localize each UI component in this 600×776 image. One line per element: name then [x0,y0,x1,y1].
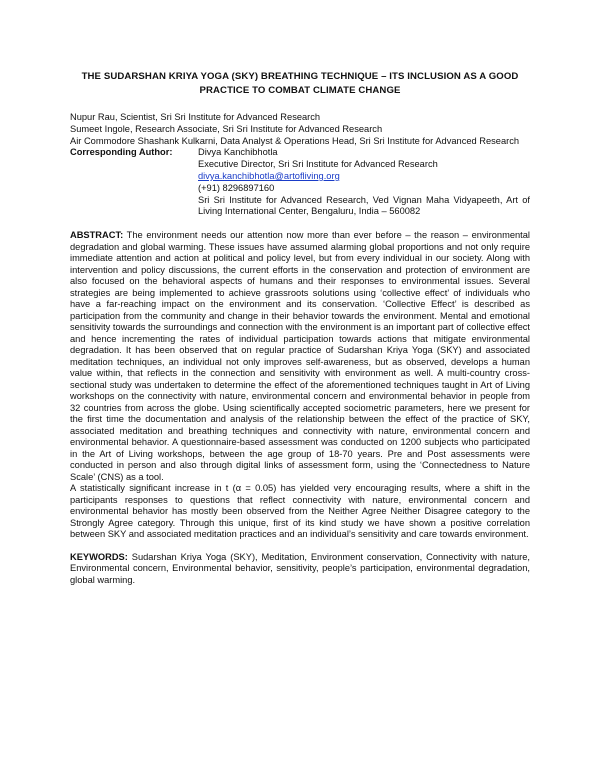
keywords-text: Sudarshan Kriya Yoga (SKY), Meditation, Environment conservation, Connectivity with nature, Environmental concern, Environmental behavior, sensitivity, people’s participation, environmental degradation, global warming. [70,551,530,585]
abstract-paragraph-2: A statistically significant increase in t (α = 0.05) has yielded very encouraging results, where a shift in the participants responses to questions that reflect connectivity with nature, environmental concern and environmental behavior has mostly been observed from the Neither Agree Neither Disagree category to the Strongly Agree category. Through this unique, first of its kind study we have shown a positive correlation between SKY and associated meditation practices and an individual’s sensitivity and care towards environment. [70,483,530,540]
corresponding-author-role: Executive Director, Sri Sri Institute for Advanced Research [198,159,438,170]
paper-page [70,70,530,586]
keywords-section [70,552,530,587]
corresponding-author-phone: (+91) 8296897160 [198,182,275,193]
keywords-label: KEYWORDS: [70,551,128,562]
author-line: Nupur Rau, Scientist, Sri Sri Institute for Advanced Research [70,112,321,122]
paper-title: THE SUDARSHAN KRIYA YOGA (SKY) BREATHING TECHNIQUE – ITS INCLUSION AS A GOOD PRACTICE TO COMBAT CLIMATE CHANGE [81,71,519,96]
author-line: Air Commodore Shashank Kulkarni, Data Analyst & Operations Head, Sri Sri Institute for Advanced Research [70,135,520,146]
corresponding-author-name: Divya Kanchibhotla [198,147,278,158]
corresponding-author-label: Corresponding Author: [70,147,173,158]
abstract-section [70,230,530,541]
corresponding-author-address: Sri Sri Institute for Advanced Research, Ved Vignan Maha Vidyapeeth, Art of Living International Center, Bengaluru, India – 560082 [198,194,530,217]
corresponding-author-details [198,147,530,218]
abstract-paragraph-1 [70,230,530,483]
abstract-label: ABSTRACT: [70,230,124,241]
author-line: Sumeet Ingole, Research Associate, Sri Sri Institute for Advanced Research [70,123,383,134]
corresponding-author-block [70,147,530,218]
corresponding-author-email-link[interactable]: divya.kanchibhotla@artofliving.org [198,170,340,181]
abstract-text-1: The environment needs our attention now more than ever before – the reason – environmental degradation and global warming. These issues have assumed alarming global proportions and not only require immediate attention and action at political and policy level, but from every individual in our society. Along with intervention and policy discussions, the current efforts in the conservation and protection of environment are also focused on the behavioral aspects of humans and their responses to environmental issues. Several strategies are being implemented to achieve grassroots solutions using ‘collective effect’ of individuals who have a far-reaching impact on the environment and its conservation. ‘Collective Effect’ is described as participation from the community and change in their behavior towards the environment. Mental and emotional sensitivity towards the surroundings and connection with the environment is an important part of collective effect and hence incrementing the rates of individual participation towards actions that mitigate environmental degradation. It has been observed that on regular practice of Sudarshan Kriya Yoga (SKY) and associated meditation techniques, an individual not only improves self-awareness, but as observed, develops a human value within, that reflects in the connection and sensitivity with environment as well. A multi-country cross-sectional study was undertaken to determine the effect of the aforementioned techniques taught in Art of Living workshops on the connectivity with nature, environmental concern and environmental behavior in people from 32 countries from across the globe. Using scientifically accepted sociometric parameters, here we present for the first time the documentation and analysis of the relationship between the effect of the practice of SKY, associated meditation and breathing techniques and connectivity with nature, environmental concern and environmental behavior. A questionnaire-based assessment was conducted on 1200 subjects who participated in the Art of Living workshops, between the age group of 18-70 years. Pre and Post assessments were conducted in person and also through digital links of assessment form, using the ‘Connectedness to Nature Scale’ (CNS) as a tool. [70,230,530,482]
